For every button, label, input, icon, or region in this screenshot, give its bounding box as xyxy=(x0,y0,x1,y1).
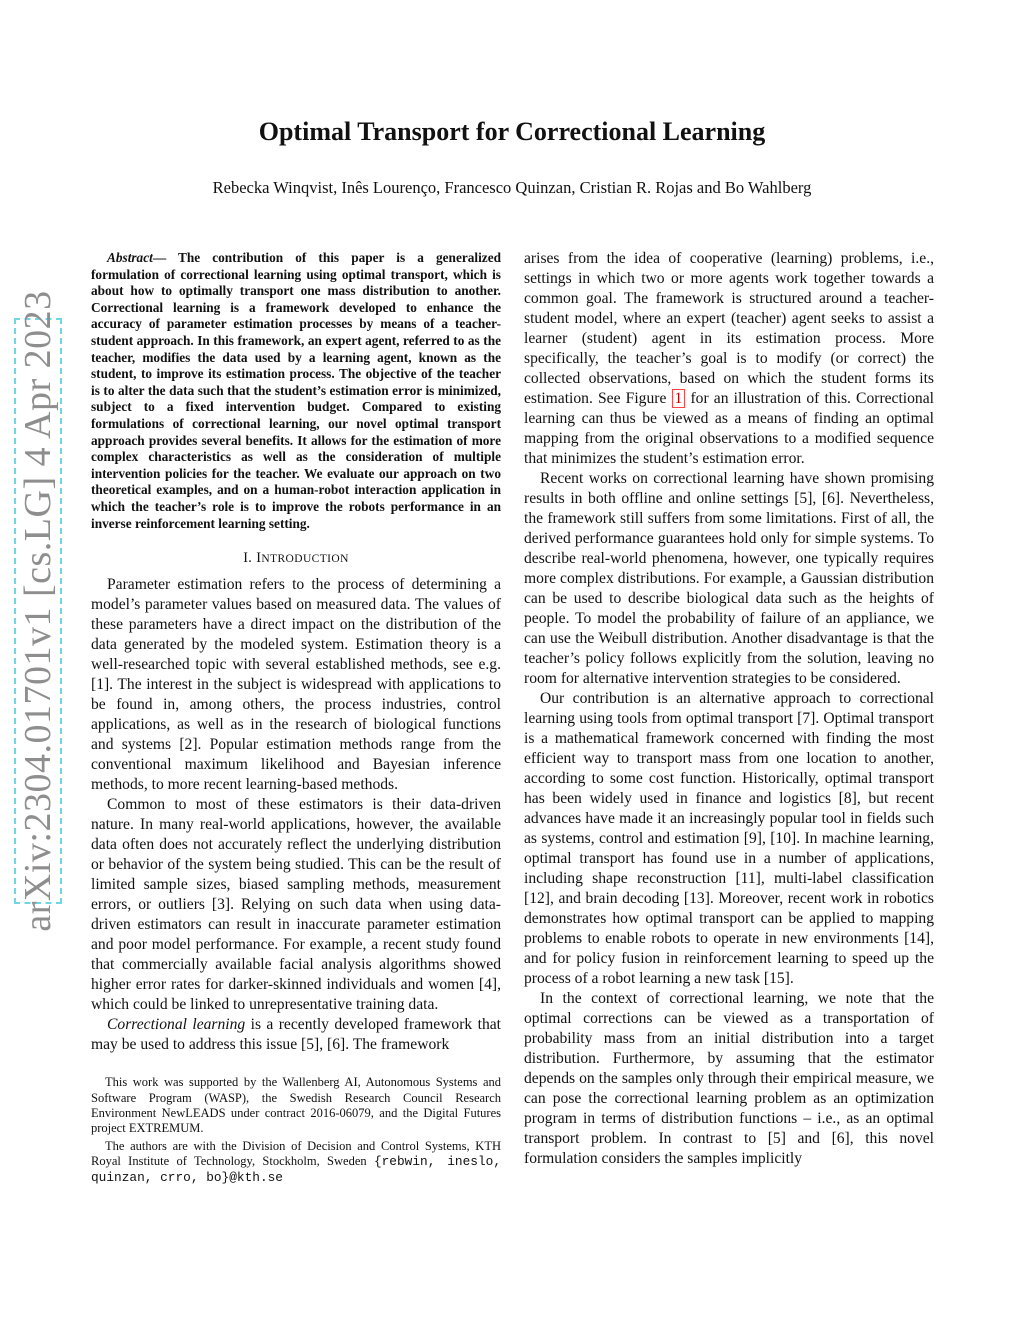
correctional-learning-term: Correctional learning xyxy=(107,1016,246,1034)
arxiv-stamp-text: arXiv:2304.01701v1 [cs.LG] 4 Apr 2023 xyxy=(17,290,59,932)
section-heading-introduction xyxy=(91,548,501,569)
section-numeral: I. xyxy=(243,550,257,567)
intro-paragraph-3 xyxy=(91,1015,501,1055)
intro-paragraph-3-text: is a recently developed framework that may be used to address this issue [5], [6]. The framework xyxy=(91,1016,501,1054)
left-column xyxy=(91,250,501,1187)
right-paragraph-2: Recent works on correctional learning have shown promising results in both offline and online settings [5], [6]. Nevertheless, the framework still suffers from some limitations. First of all, the derived performance guarantees hold only for simple systems. To describe real-world phenomena, however, one typically requires more complex distributions. For example, a Gaussian distribution can be used to describe biological data such as the heights of people. To model the probability of failure of an appliance, we can use the Weibull distribution. Another disadvantage is that the teacher’s policy follows explicitly from the solution, leaving no room for alternative intervention strategies to be considered. xyxy=(524,470,934,687)
right-paragraph-3: Our contribution is an alternative approach to correctional learning using tools from optimal transport [7]. Optimal transport is a mathematical framework concerned with finding the most efficient way to transport mass from one location to another, according to some cost function. Historically, optimal transport has been widely used in finance and logistics [8], but recent advances have made it an increasingly popular tool in fields such as systems, control and estimation [9], [10]. In machine learning, optimal transport has found use in a number of applications, including shape reconstruction [11], multi-label classification [12], and brain decoding [13]. Moreover, recent work in robotics demonstrates how optimal transport can be applied to mapping problems to enable robots to operate in new environments [14], and for policy fusion in reinforcement learning to speed up the process of a robot learning a new task [15]. xyxy=(524,690,934,987)
footnotes xyxy=(91,1075,501,1185)
abstract-dash: — xyxy=(152,250,178,265)
abstract-label: Abstract xyxy=(107,250,153,265)
footnote-support: This work was supported by the Wallenberg AI, Autonomous Systems and Software Program (WASP), the Swedish Research Council Research Environment NewLEADS under contract 2016-06079, and the Digital Futures project EXTREMUM. xyxy=(91,1075,501,1136)
abstract xyxy=(91,250,501,532)
figure-1-link[interactable]: 1 xyxy=(672,389,686,408)
right-paragraph-1 xyxy=(524,249,934,469)
intro-paragraph-2: Common to most of these estimators is their data-driven nature. In many real-world applications, however, the available data often does not accurately reflect the underlying distribution or behavior of the system being studied. This can be the result of limited sample sizes, biased sampling methods, measurement errors, or outliers [3]. Relying on such data when using data-driven estimators can result in inaccurate parameter estimation and poor model performance. For example, a recent study found that commercially available facial analysis algorithms showed higher error rates for darker-skinned individuals and women [4], which could be linked to unrepresentative training data. xyxy=(91,796,501,1014)
right-paragraph-1-after: for an illustration of this. Correctional learning can thus be viewed as a means of finding an optimal mapping from the original observations to a modified sequence that minimizes the student’s estimation error. xyxy=(524,390,934,467)
footnote-affiliation-text: The authors are with the Division of Decision and Control Systems, KTH Royal Institute of Technology, Stockholm, Sweden xyxy=(91,1138,501,1169)
author-emails: {rebwin, ineslo, quinzan, crro, bo}@kth.se xyxy=(91,1154,501,1185)
paper-authors: Rebecka Winqvist, Inês Lourenço, Francesco Quinzan, Cristian R. Rojas and Bo Wahlberg xyxy=(212,178,812,197)
footnote-affiliation xyxy=(91,1139,501,1185)
right-paragraph-1-before: arises from the idea of cooperative (learning) problems, i.e., settings in which two or more agents work together towards a common goal. The framework is structured around a teacher-student model, where an expert (teacher) agent seeks to assist a learner (student) agent in its estimation process. More specifically, the teacher’s goal is to modify (or correct) the collected observations, based on which the student forms its estimation. See Figure xyxy=(524,250,934,407)
arxiv-stamp xyxy=(14,290,62,932)
intro-paragraph-1: Parameter estimation refers to the process of determining a model’s parameter values based on measured data. The values of these parameters have a direct impact on the distribution of the data generated by the modeled system. Estimation theory is a well-researched topic with several established methods, see e.g. [1]. The interest in the subject is widespread with applications to be found in, among others, the process industries, control applications, as well as in the research of biological functions and systems [2]. Popular estimation methods range from the conventional maximum likelihood and Bayesian inference methods, to more recent learning-based methods. xyxy=(91,576,501,794)
abstract-text: The contribution of this paper is a generalized formulation of correctional learning using optimal transport, which is about how to optimally transport one mass distribution to another. Correctional learning is a framework developed to enhance the accuracy of parameter estimation processes by means of a teacher-student approach. In this framework, an expert agent, referred to as the teacher, modifies the data used by a learning agent, known as the student, to improve its estimation process. The objective of the teacher is to alter the data such that the student’s estimation error is minimized, subject to a fixed intervention budget. Compared to existing formulations of correctional learning, our novel optimal transport approach provides several benefits. It allows for the estimation of more complex characteristics as well as the consideration of multiple intervention policies for the teacher. We evaluate our approach on two theoretical examples, and on a human-robot interaction application in which the teacher’s role is to improve the robots performance in an inverse reinforcement learning setting. xyxy=(91,250,501,531)
section-rest: NTRODUCTION xyxy=(261,553,349,566)
right-paragraph-4: In the context of correctional learning, we note that the optimal corrections can be viewed as a transportation of probability mass from an initial distribution into a target distribution. Furthermore, by assuming that the estimator depends on the samples only through their empirical measure, we can pose the correctional learning problem as an optimization program in terms of distribution functions – i.e., as an optimal transport problem. In contrast to [5] and [6], this novel formulation considers the samples implicitly xyxy=(524,990,934,1167)
paper-title: Optimal Transport for Correctional Learning xyxy=(258,117,766,146)
right-column xyxy=(524,249,934,1169)
section-initial: I xyxy=(256,550,262,567)
